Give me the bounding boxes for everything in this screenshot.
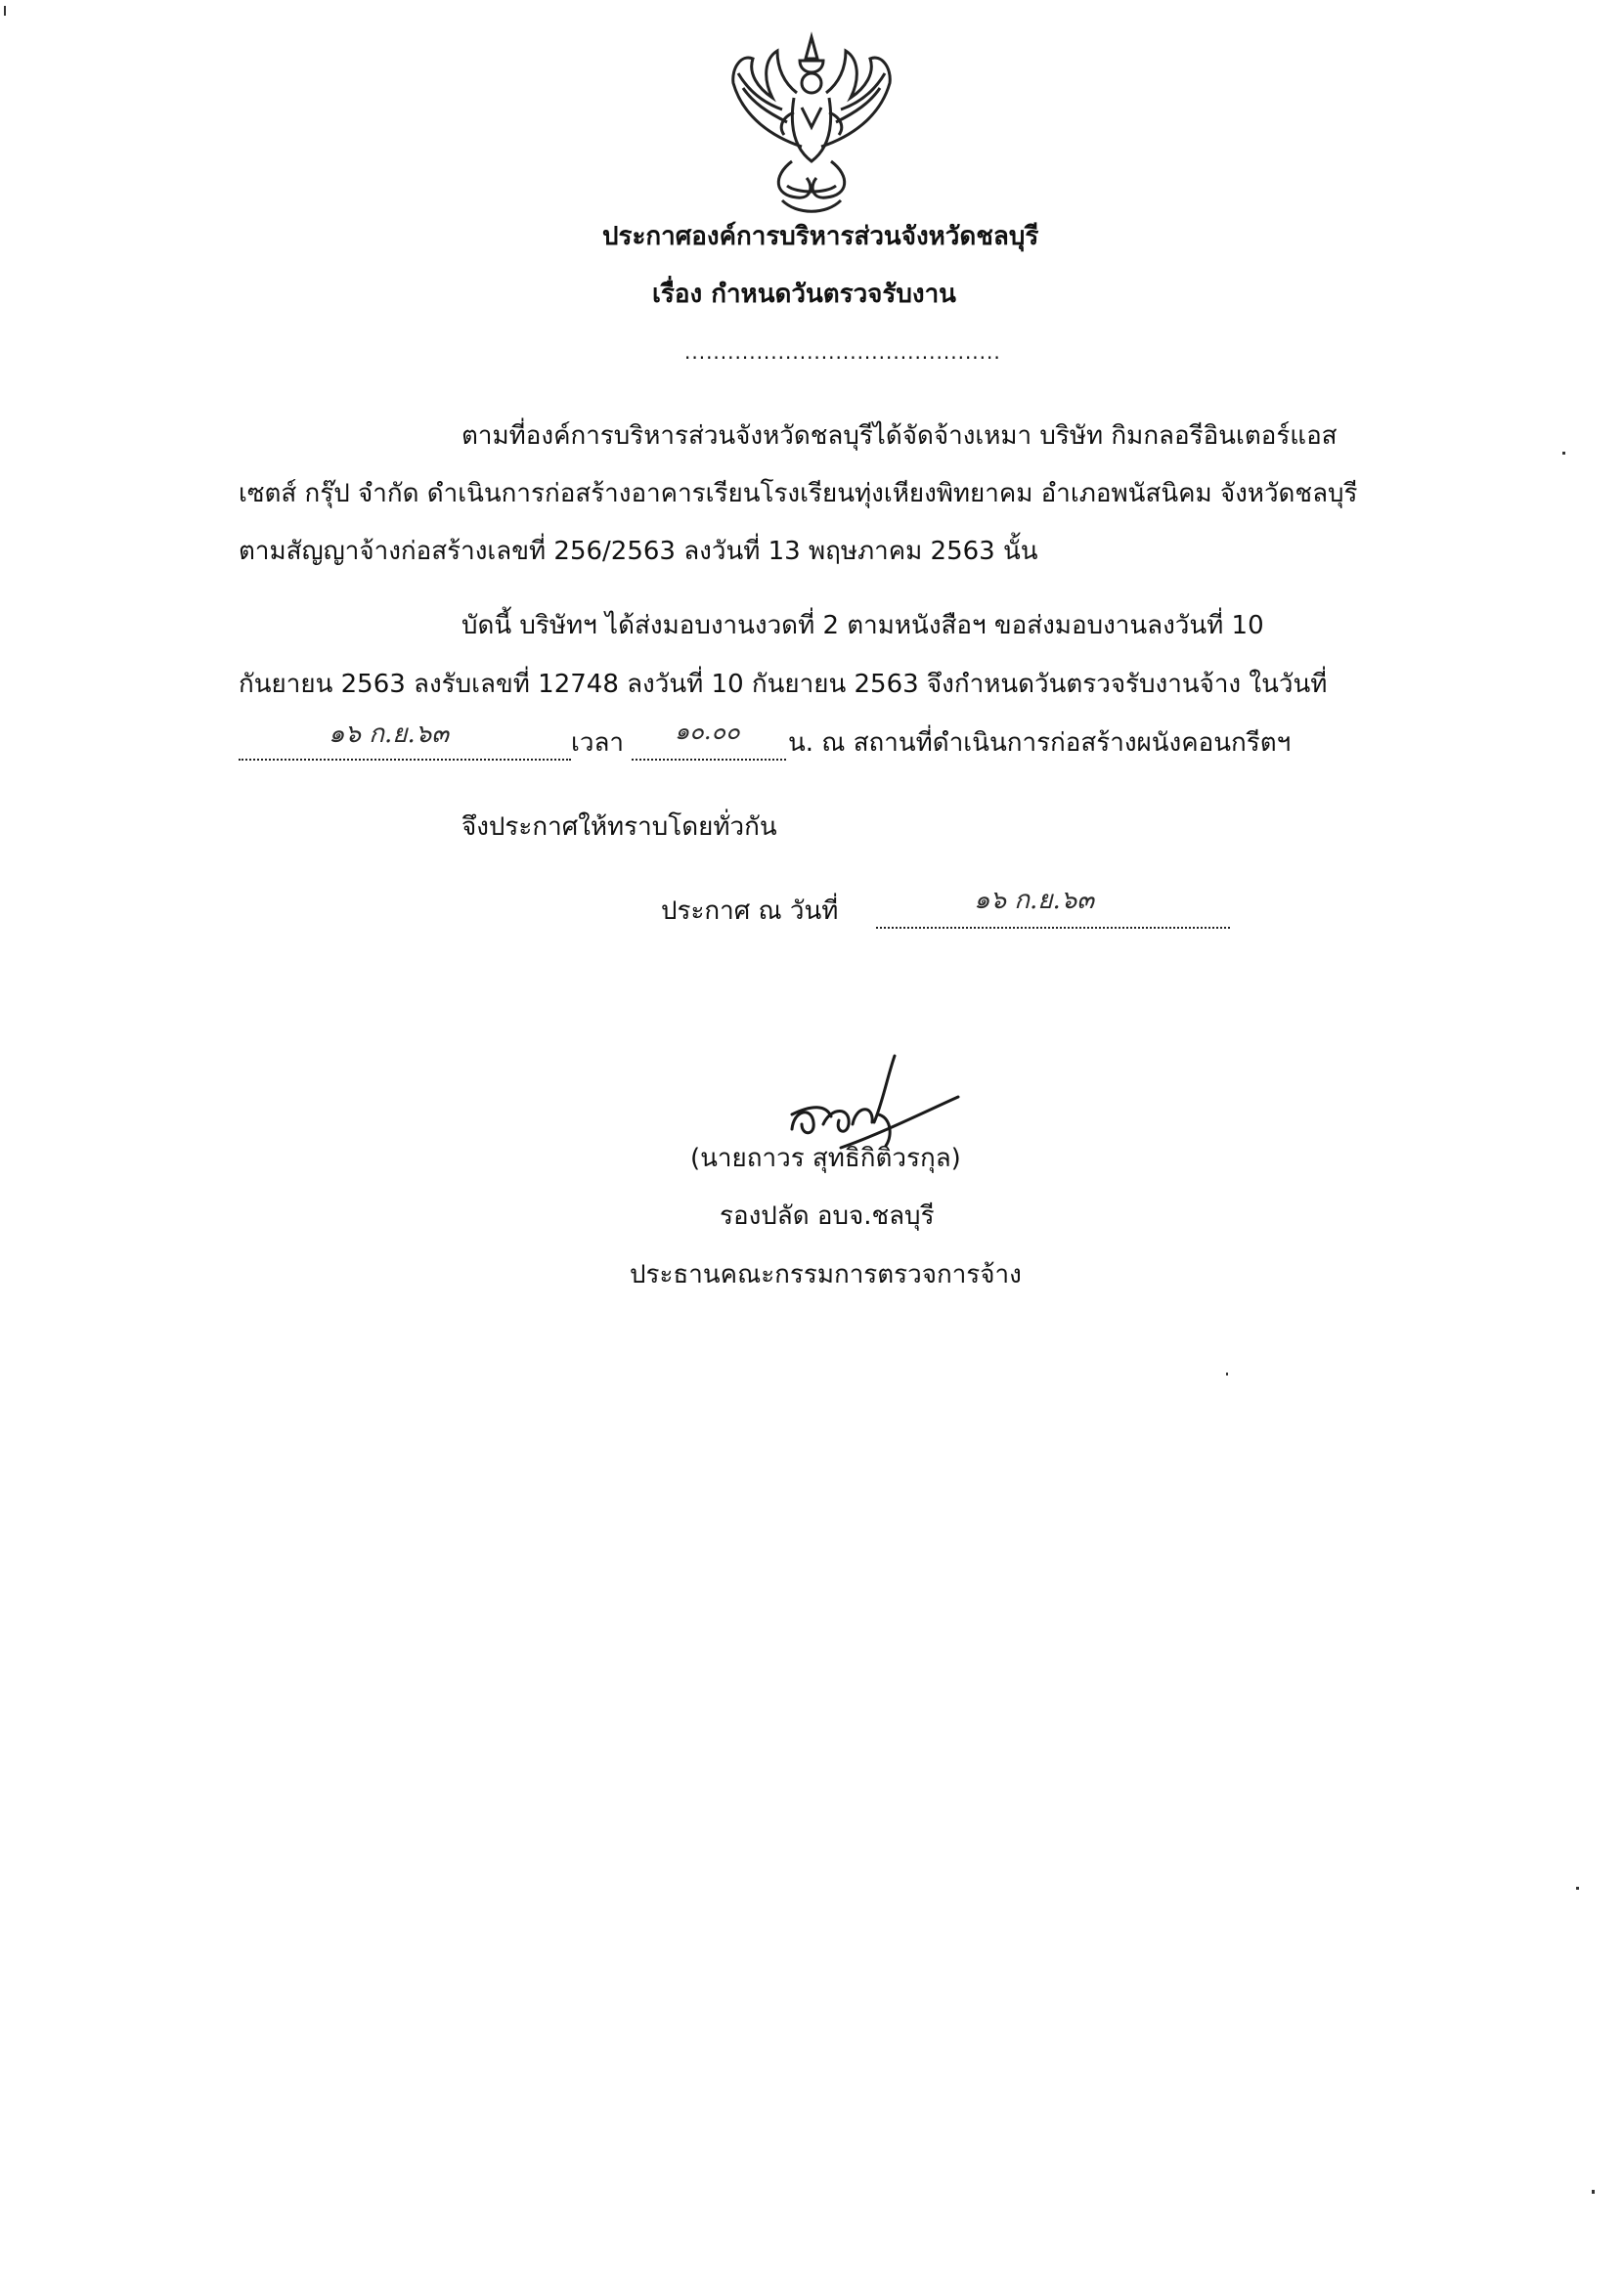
document-title: ประกาศองค์การบริหารส่วนจังหวัดชลบุรี: [602, 222, 1039, 251]
paragraph1-line2: เซตส์ กรุ๊ป จำกัด ดำเนินการก่อสร้างอาคารเรียนโรงเรียนทุ่งเหียงพิทยาคม อำเภอพนัสนิคม จังหวัดชลบุรี: [239, 479, 1358, 508]
scan-speck: [1576, 1887, 1579, 1890]
signature-mark: [772, 1046, 968, 1154]
scan-speck: [1592, 2190, 1595, 2194]
signature-icon: [772, 1046, 968, 1154]
handwritten-inspection-date: ๑๖ ก.ย.๖๓: [329, 720, 450, 749]
garuda-emblem: [704, 29, 919, 220]
paragraph1-line3: ตามสัญญาจ้างก่อสร้างเลขที่ 256/2563 ลงวันที่ 13 พฤษภาคม 2563 นั้น: [239, 537, 1038, 566]
scan-speck: [1226, 1373, 1228, 1375]
signatory-role: ประธานคณะกรรมการตรวจการจ้าง: [630, 1260, 1022, 1289]
closing-statement: จึงประกาศให้ทราบโดยทั่วกัน: [461, 812, 777, 842]
paragraph2-line1: บัดนี้ บริษัทฯ ได้ส่งมอบงานงวดที่ 2 ตามหนังสือฯ ขอส่งมอบงานลงวันที่ 10: [461, 611, 1264, 640]
paragraph2-line2: กันยายน 2563 ลงรับเลขที่ 12748 ลงวันที่ 10 กันยายน 2563 จึงกำหนดวันตรวจรับงานจ้าง ในวันที่: [239, 670, 1328, 699]
handwritten-announce-date: ๑๖ ก.ย.๖๓: [974, 886, 1095, 915]
garuda-icon: [704, 29, 919, 220]
announce-label: ประกาศ ณ วันที่: [661, 896, 839, 926]
time-label: เวลา: [571, 728, 625, 758]
signatory-position: รองปลัด อบจ.ชลบุรี: [720, 1201, 935, 1231]
document-subject: เรื่อง กำหนดวันตรวจรับงาน: [652, 280, 956, 309]
signatory-name: (นายถาวร สุทธิกิติวรกุล): [690, 1144, 961, 1173]
paragraph1-line1: ตามที่องค์การบริหารส่วนจังหวัดชลบุรีได้จัดจ้างเหมา บริษัท กิมกลอรีอินเตอร์แอส: [461, 421, 1338, 451]
title-separator: ............................................: [684, 340, 1001, 364]
scan-speck: [4, 6, 6, 16]
paragraph2-tail: น. ณ สถานที่ดำเนินการก่อสร้างผนังคอนกรีตฯ: [788, 728, 1292, 758]
scan-speck: [1562, 452, 1565, 455]
handwritten-inspection-time: ๑๐.๐๐: [675, 718, 740, 745]
